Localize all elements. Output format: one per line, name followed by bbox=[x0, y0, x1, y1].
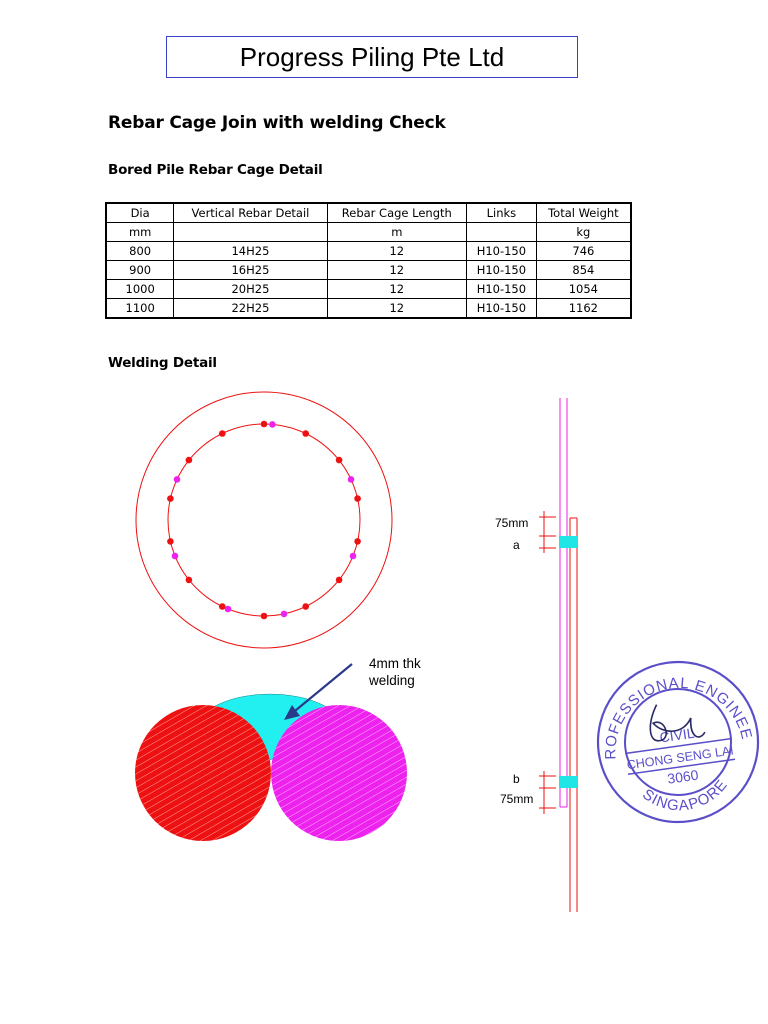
stamp-bottom-text: SINGAPORE bbox=[639, 776, 732, 815]
rebar-dots bbox=[167, 421, 361, 620]
cell-cage-length: 12 bbox=[327, 261, 466, 280]
stamp-top-text: PROFESSIONAL ENGINEER bbox=[602, 674, 756, 760]
weld-annotation-line1: 4mm thk bbox=[369, 656, 421, 671]
cell-vertical-rebar: 16H25 bbox=[174, 261, 327, 280]
rebar-dot-magenta bbox=[172, 553, 179, 560]
rebar-dot-red bbox=[336, 577, 343, 584]
weld-b-label: b bbox=[513, 772, 520, 786]
weld-annotation-line2: welding bbox=[369, 673, 415, 688]
unit-cell: m bbox=[327, 223, 466, 242]
cell-cage-length: 12 bbox=[327, 299, 466, 319]
cell-links: H10-150 bbox=[467, 280, 537, 299]
pile-outer-circle bbox=[136, 392, 392, 648]
stamp-discipline: CIVIL bbox=[658, 724, 696, 746]
rebar-dot-red bbox=[261, 613, 268, 620]
cell-total-weight: 1054 bbox=[536, 280, 631, 299]
rebar-dot-red bbox=[336, 457, 343, 464]
column-header: Rebar Cage Length bbox=[327, 203, 466, 223]
cell-cage-length: 12 bbox=[327, 242, 466, 261]
cell-vertical-rebar: 22H25 bbox=[174, 299, 327, 319]
dimension-marks-top bbox=[539, 511, 556, 553]
column-header: Dia bbox=[106, 203, 174, 223]
dimension-marks-bottom bbox=[539, 771, 556, 814]
rebar-dot-magenta bbox=[350, 553, 357, 560]
column-header: Links bbox=[467, 203, 537, 223]
cell-cage-length: 12 bbox=[327, 280, 466, 299]
weld-closeup bbox=[135, 656, 421, 841]
cell-links: H10-150 bbox=[467, 242, 537, 261]
cell-vertical-rebar: 14H25 bbox=[174, 242, 327, 261]
cell-total-weight: 1162 bbox=[536, 299, 631, 319]
company-name: Progress Piling Pte Ltd bbox=[239, 41, 505, 72]
stamp-engineer-name: CHONG SENG LAI bbox=[625, 743, 735, 773]
rebar-dot-magenta bbox=[225, 606, 232, 613]
stamp-registration-number: 3060 bbox=[666, 766, 700, 787]
rebar-dot-red bbox=[186, 577, 193, 584]
unit-cell: mm bbox=[106, 223, 174, 242]
cell-total-weight: 746 bbox=[536, 242, 631, 261]
cell-dia: 1000 bbox=[106, 280, 174, 299]
cell-dia: 1100 bbox=[106, 299, 174, 319]
column-header: Vertical Rebar Detail bbox=[174, 203, 327, 223]
lap-elevation bbox=[495, 398, 578, 912]
rebar-dot-red bbox=[354, 495, 361, 502]
rebar-dot-magenta bbox=[348, 476, 355, 483]
rebar-dot-red bbox=[167, 538, 174, 545]
weld-a-label: a bbox=[513, 538, 520, 552]
table-section-heading: Bored Pile Rebar Cage Detail bbox=[108, 162, 323, 178]
rebar-dot-magenta bbox=[174, 476, 181, 483]
weld-b bbox=[559, 776, 578, 788]
rebar-dot-red bbox=[167, 495, 174, 502]
dim-top-label: 75mm bbox=[495, 516, 529, 530]
column-header: Total Weight bbox=[536, 203, 631, 223]
rebar-dot-red bbox=[261, 421, 268, 428]
welding-section-heading: Welding Detail bbox=[108, 355, 217, 371]
dim-bottom-label: 75mm bbox=[500, 792, 534, 806]
cell-total-weight: 854 bbox=[536, 261, 631, 280]
document-title: Rebar Cage Join with welding Check bbox=[108, 113, 446, 133]
rebar-dot-red bbox=[219, 603, 226, 610]
rebar-dot-red bbox=[186, 457, 193, 464]
rebar-dot-red bbox=[302, 430, 309, 437]
rebar-dot-red bbox=[354, 538, 361, 545]
cell-dia: 800 bbox=[106, 242, 174, 261]
cell-vertical-rebar: 20H25 bbox=[174, 280, 327, 299]
cell-dia: 900 bbox=[106, 261, 174, 280]
weld-a bbox=[559, 536, 578, 548]
magenta-rebar-section bbox=[271, 705, 407, 841]
unit-cell: kg bbox=[536, 223, 631, 242]
rebar-dot-red bbox=[302, 603, 309, 610]
rebar-dot-red bbox=[219, 430, 226, 437]
cell-links: H10-150 bbox=[467, 261, 537, 280]
rebar-cage-circle bbox=[168, 424, 360, 616]
cell-links: H10-150 bbox=[467, 299, 537, 319]
rebar-dot-magenta bbox=[281, 611, 288, 618]
rebar-dot-magenta bbox=[269, 421, 276, 428]
pile-cross-section bbox=[136, 392, 392, 648]
red-rebar-section bbox=[135, 705, 271, 841]
